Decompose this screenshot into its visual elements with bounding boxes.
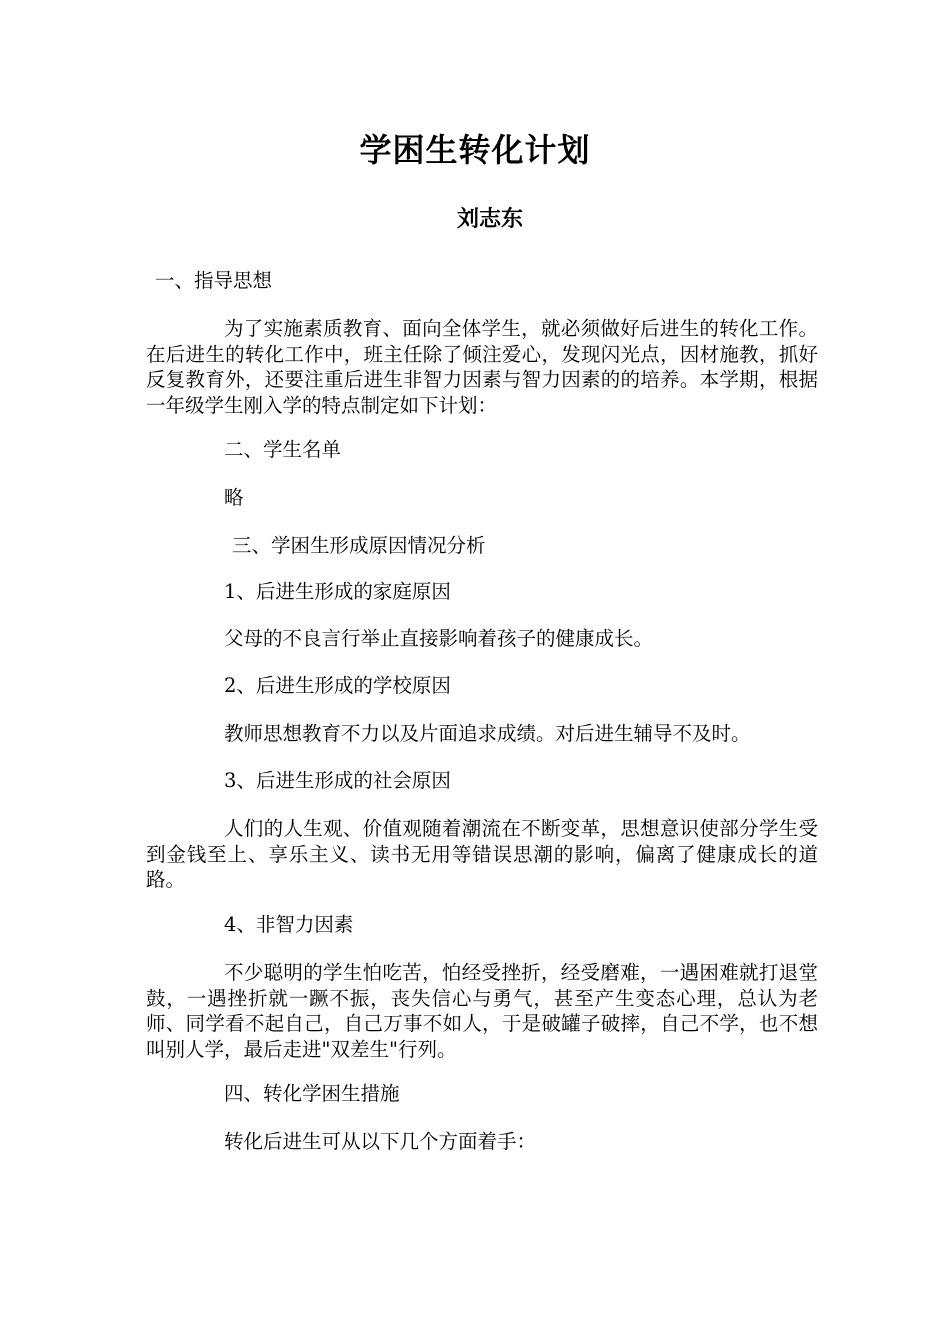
measures-intro-text: 转化后进生可从以下几个方面着手： <box>224 1130 537 1153</box>
section-heading-student-list: 二、学生名单 <box>224 438 342 461</box>
student-list-text: 略 <box>224 486 244 509</box>
subheading-social-cause: 3、后进生形成的社会原因 <box>224 769 451 792</box>
document-title: 学困生转化计划 <box>359 131 591 169</box>
paragraph-guiding-thought: 为了实施素质教育、面向全体学生，就必须做好后进生的转化工作。在后进生的转化工作中，班主任除了倾注爱心，发现闪光点，因材施教，抓好反复教育外，还要注重后进生非智力因素与智力因素的的培养。本学期，根据一年级学生刚入学的特点制定如下计划： <box>146 317 818 417</box>
school-cause-text: 教师思想教育不力以及片面追求成绩。对后进生辅导不及时。 <box>224 722 751 745</box>
section-heading-cause-analysis: 三、学困生形成原因情况分析 <box>232 534 486 557</box>
subheading-family-cause: 1、后进生形成的家庭原因 <box>224 580 451 603</box>
family-cause-text: 父母的不良言行举止直接影响着孩子的健康成长。 <box>224 627 654 650</box>
section-heading-measures: 四、转化学困生措施 <box>224 1082 400 1105</box>
document-author: 刘志东 <box>456 207 523 232</box>
paragraph-non-intellectual-factors: 不少聪明的学生怕吃苦，怕经受挫折，经受磨难，一遇困难就打退堂鼓，一遇挫折就一蹶不振，丧失信心与勇气，甚至产生变态心理，总认为老师、同学看不起自己，自己万事不如人，于是破罐子破摔，自己不学，也不想叫别人学，最后走进"双差生"行列。 <box>146 961 818 1061</box>
subheading-school-cause: 2、后进生形成的学校原因 <box>224 674 451 697</box>
paragraph-social-cause: 人们的人生观、价值观随着潮流在不断变革，思想意识使部分学生受到金钱至上、享乐主义、读书无用等错误思潮的影响，偏离了健康成长的道路。 <box>146 817 818 891</box>
section-heading-guiding-thought: 一、指导思想 <box>155 269 273 292</box>
subheading-non-intellectual-factors: 4、非智力因素 <box>224 913 354 936</box>
